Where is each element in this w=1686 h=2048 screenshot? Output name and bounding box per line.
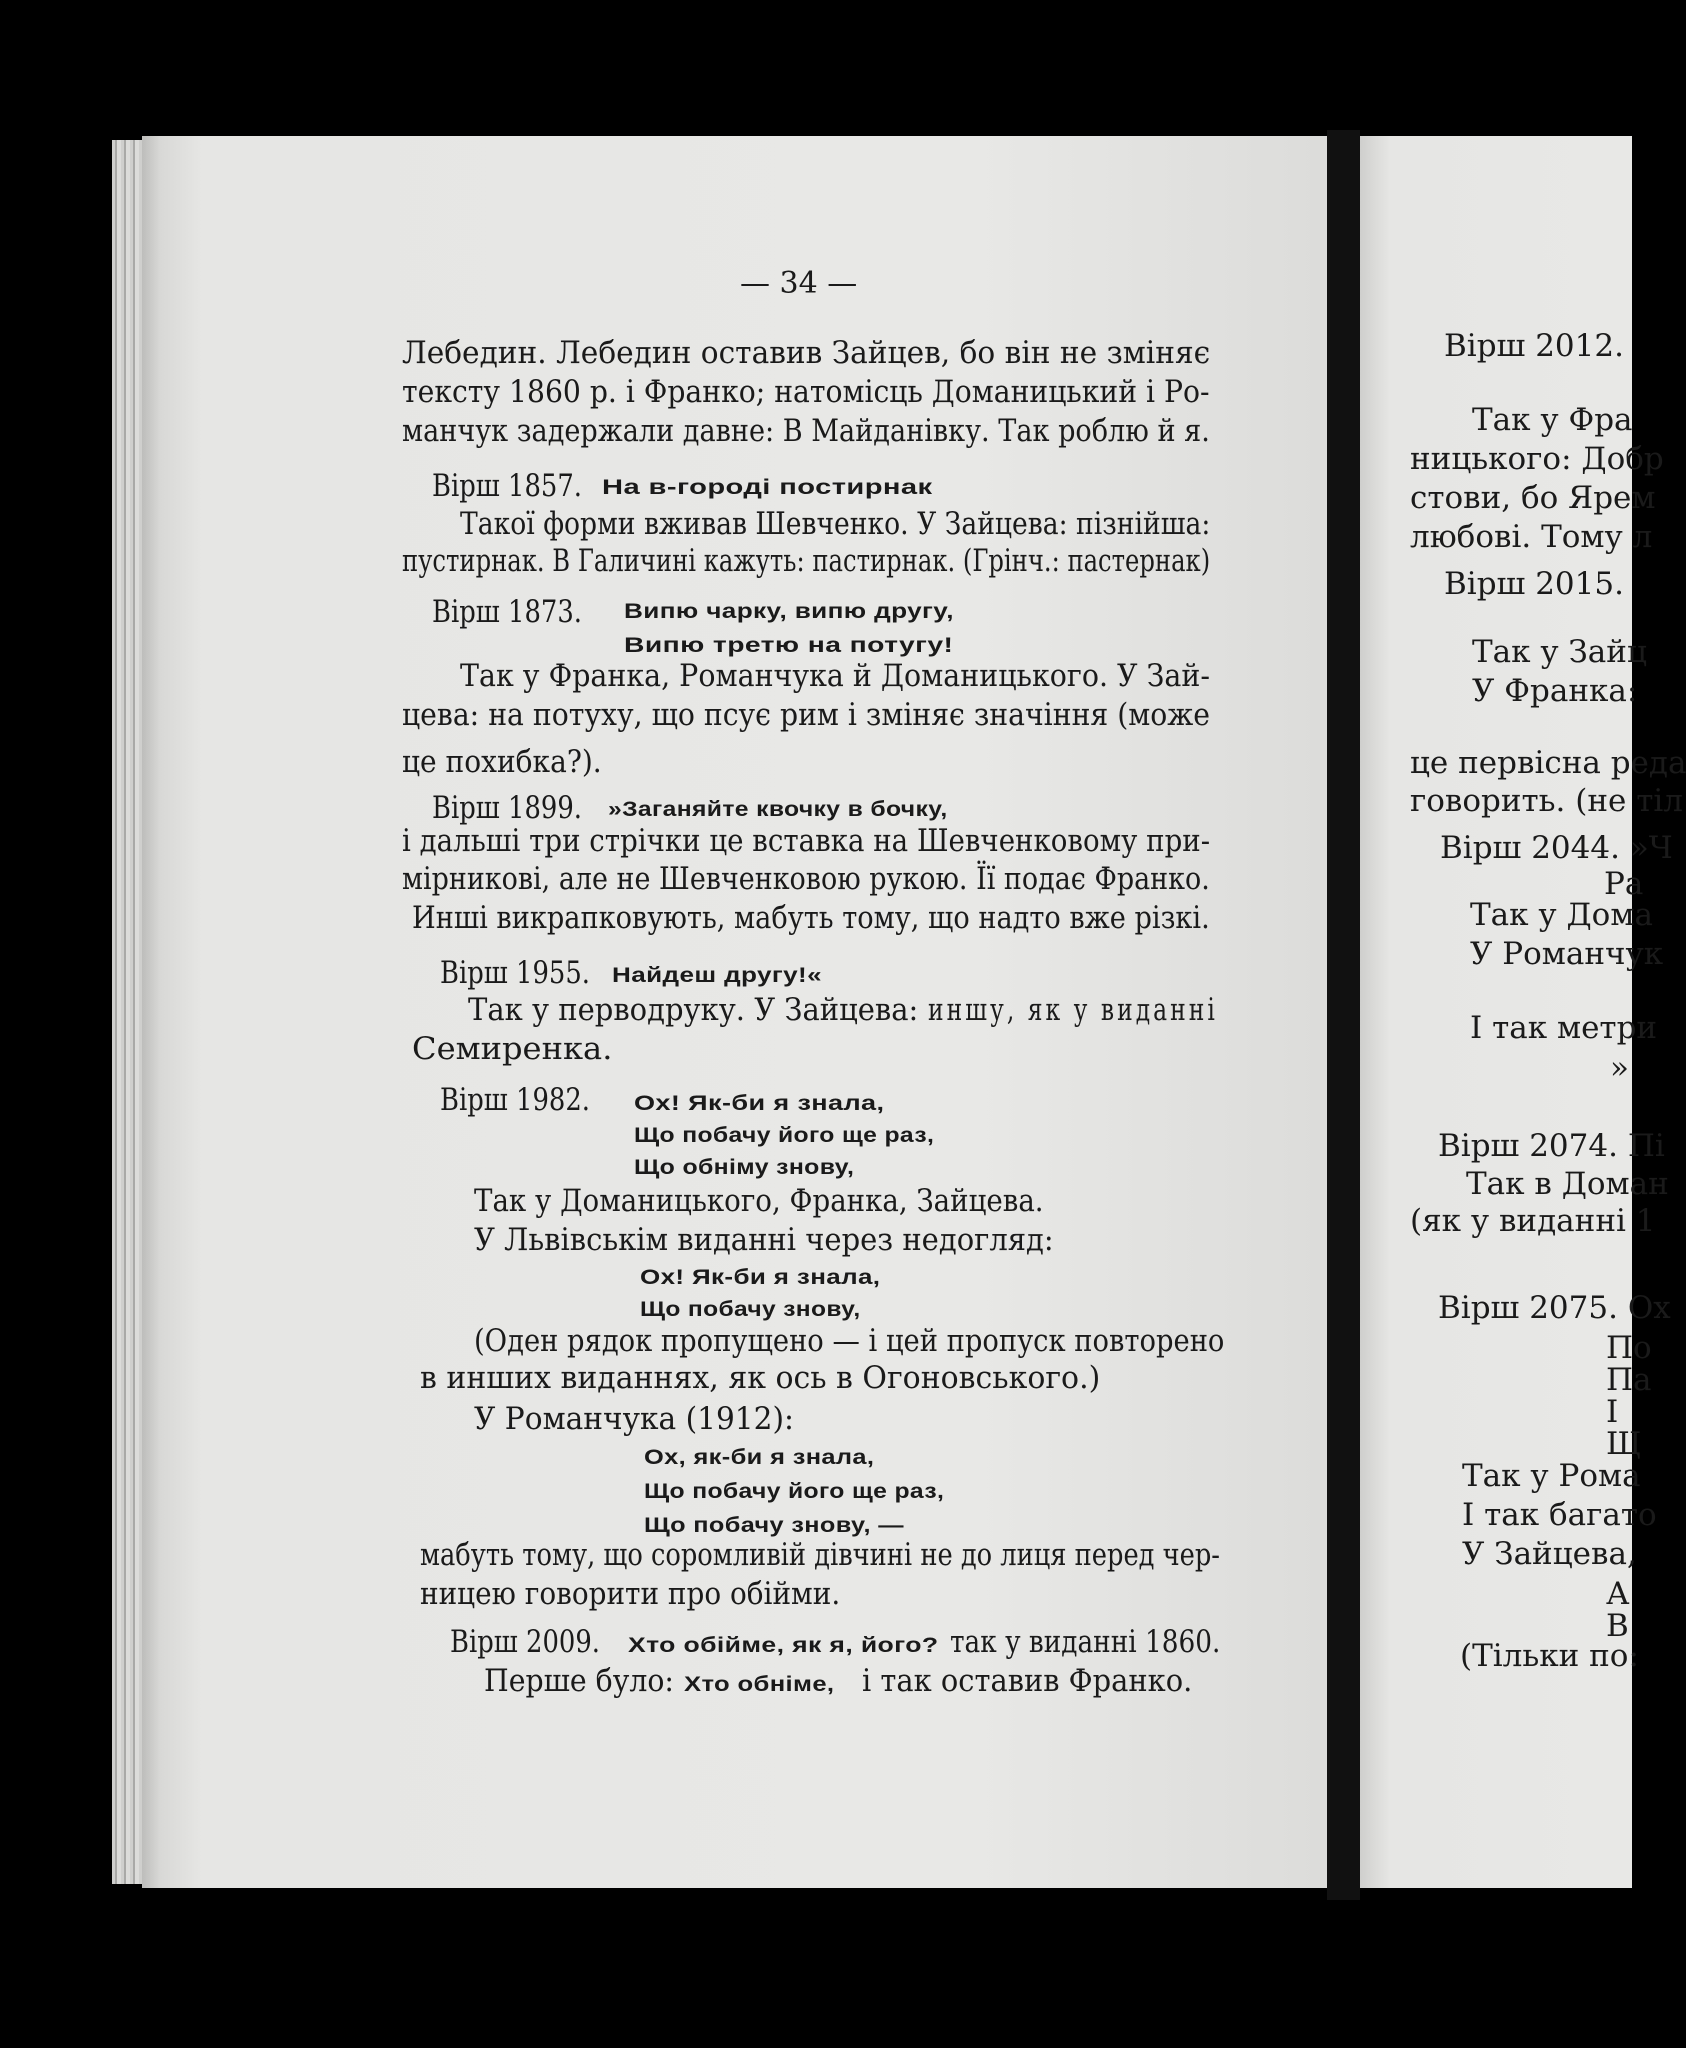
text-line: Найдеш другу!«	[612, 964, 822, 987]
text-line: По	[1606, 1330, 1652, 1366]
text-line: На в-городі постирнак	[602, 476, 933, 499]
text-line: (Оден рядок пропущено — і цей пропуск повторено	[474, 1323, 1225, 1359]
text-line: Так у Доманицького, Франка, Зайцева.	[474, 1183, 1044, 1219]
text-line: Щ	[1606, 1426, 1642, 1462]
text-line: І так багато	[1462, 1497, 1657, 1533]
text-line: Семиренка.	[412, 1031, 613, 1067]
text-line: »Заганяйте квочку в бочку,	[608, 798, 948, 821]
text-line: Ох, як-би я знала,	[644, 1446, 875, 1469]
text-line: В	[1606, 1608, 1629, 1644]
text-line: І так метри	[1470, 1010, 1658, 1046]
text-line: І	[1606, 1394, 1619, 1430]
text-line: Па	[1606, 1362, 1652, 1398]
page-number: — 34 —	[740, 266, 858, 301]
text-line: Хто обійме, як я, його?	[628, 1634, 939, 1657]
text-line: Вірш 2075. Ох	[1438, 1290, 1671, 1326]
text-line: Ох! Як-би я знала,	[640, 1266, 881, 1289]
text-line: Такої форми вживав Шевченко. У Зайцева: пізнійша:	[460, 506, 1211, 542]
text-line: У Зайцева,	[1462, 1536, 1637, 1572]
text-line: Вірш 2074. Пі	[1438, 1128, 1665, 1164]
text-line: Так у Дома	[1470, 897, 1653, 933]
text-line: Вірш 1873.	[432, 594, 582, 630]
text-line: Ох! Як-би я знала,	[634, 1092, 885, 1115]
text-line: Випю чарку, випю другу,	[624, 600, 954, 623]
text-line: Лебедин. Лебедин оставив Зайцев, бо він не зміняє	[402, 335, 1211, 371]
text-line: Випю третю на потугу!	[624, 634, 954, 657]
text-line: в инших виданнях, як ось в Огоновського.)	[420, 1360, 1101, 1396]
text-line: У Романчука (1912):	[474, 1401, 795, 1437]
text-line: Так у Франка, Романчука й Доманицького. У Зай-	[460, 658, 1210, 694]
text-line: Вірш 1857.	[432, 468, 582, 504]
text-line: Що побачу його ще раз,	[644, 1480, 945, 1503]
text-line: Що побачу знову, —	[644, 1514, 904, 1537]
text-line: ницею говорити про обійми.	[420, 1576, 841, 1612]
book-gutter	[1327, 130, 1360, 1900]
text-line: (Тільки по:	[1460, 1638, 1639, 1674]
text-line: Вірш 2044. »Ч	[1440, 830, 1673, 866]
text-line: Вірш 2012.	[1444, 328, 1624, 364]
text-line: мабуть тому, що соромливій дівчині не до лиця перед чер-	[420, 1537, 1220, 1573]
text-line: А	[1606, 1576, 1630, 1612]
text-line: пустирнак. В Галичині кажуть: пастирнак. (Грінч.: пастернак)	[402, 543, 1211, 579]
text-line: Так у Зайц	[1472, 634, 1647, 670]
text-line: »	[1610, 1050, 1629, 1086]
text-line: Так у Фра	[1472, 402, 1633, 438]
text-line: У Львівськім виданні через недогляд:	[474, 1222, 1054, 1258]
text-line: Вірш 2009.	[450, 1624, 600, 1660]
text-line: це первісна реда	[1410, 745, 1686, 781]
text-line: Вірш 1982.	[440, 1082, 590, 1118]
text-line: це похибка?).	[402, 744, 602, 780]
text-line: Так у Рома	[1462, 1458, 1641, 1494]
text-line: Що обніму знову,	[634, 1156, 855, 1179]
book-edge	[112, 140, 142, 1884]
text-line: і дальші три стрічки це вставка на Шевченковому при-	[402, 823, 1211, 859]
text-line: Так у перводруку. У Зайцева:	[468, 992, 919, 1028]
text-line: і так оставив Франко.	[862, 1663, 1193, 1699]
text-line: Вірш 1955.	[440, 955, 590, 991]
text-line: Що побачу знову,	[640, 1298, 861, 1321]
text-line: стови, бо Ярем	[1410, 480, 1656, 516]
text-line: Вірш 2015.	[1444, 566, 1624, 602]
text-line: (як у виданні 1	[1410, 1203, 1656, 1239]
text-line: цева: на потуху, що псує рим і зміняє значіння (може	[402, 697, 1211, 733]
text-line: любові. Тому л	[1410, 519, 1653, 555]
text-line: У Романчук	[1470, 936, 1664, 972]
text-line: иншу, як у виданні	[928, 992, 1218, 1028]
text-line: Так в Доман	[1466, 1166, 1669, 1202]
text-line: Хто обніме,	[684, 1673, 835, 1696]
text-line: ницького: Добр	[1410, 441, 1664, 477]
text-line: Вірш 1899.	[432, 790, 582, 826]
text-line: Перше було:	[484, 1663, 674, 1699]
text-line: У Франка:	[1472, 673, 1638, 709]
text-line: Що побачу його ще раз,	[634, 1124, 935, 1147]
text-line: Ра	[1604, 866, 1644, 902]
text-line: мірникові, але не Шевченковою рукою. Її подає Франко.	[402, 861, 1210, 897]
text-line: говорить. (не тіл	[1410, 783, 1683, 819]
text-line: Инші викрапковують, мабуть тому, що надто вже різкі.	[412, 900, 1210, 936]
text-line: манчук задержали давне: В Майданівку. Так роблю й я.	[402, 413, 1210, 449]
text-line: так у виданні 1860.	[950, 1624, 1221, 1660]
text-line: тексту 1860 р. і Франко; натомісць Доманицький і Ро-	[402, 374, 1210, 410]
